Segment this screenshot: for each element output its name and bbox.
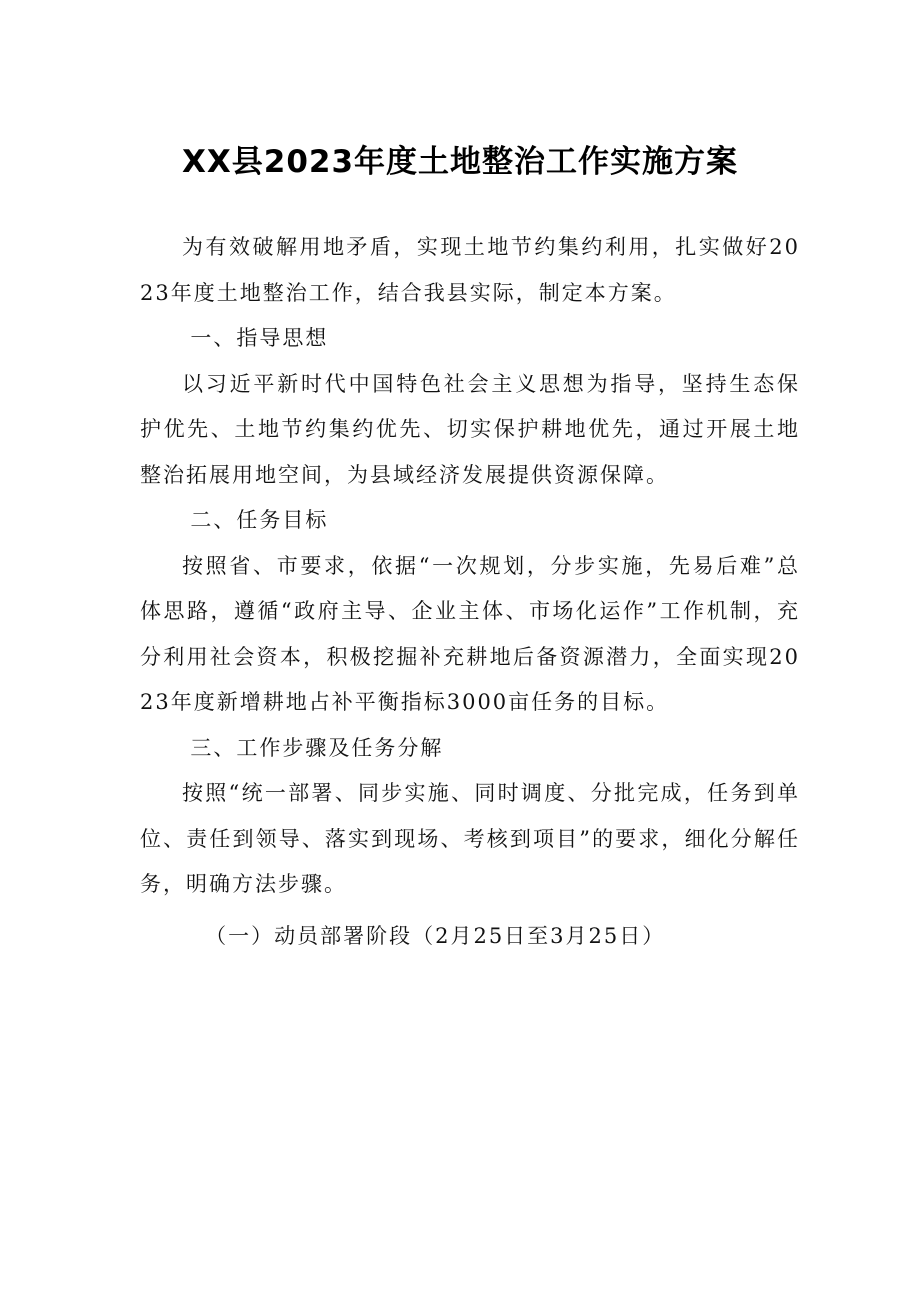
section-paragraph-work-steps: 按照“统一部署、同步实施、同时调度、分批完成，任务到单位、责任到领导、落实到现场、考核到项目”的要求，细化分解任务，明确方法步骤。: [140, 781, 800, 896]
intro-paragraph: 为有效破解用地矛盾，实现土地节约集约利用，扎实做好2023年度土地整治工作，结合我县实际，制定本方案。: [140, 235, 800, 305]
section-heading-task-goals: 二、任务目标: [190, 508, 329, 532]
subsection-heading-mobilization: （一）动员部署阶段（2月25日至3月25日）: [205, 923, 666, 948]
section-paragraph-task-goals: 按照省、市要求，依据“一次规划，分步实施，先易后难”总体思路，遵循“政府主导、企业主体、市场化运作”工作机制，充分利用社会资本，积极挖掘补充耕地后备资源潜力，全面实现2023年度新增耕地占补平衡指标3000亩任务的目标。: [140, 553, 800, 714]
document-body: [140, 225, 800, 959]
section-paragraph-guiding-ideology: 以习近平新时代中国特色社会主义思想为指导，坚持生态保护优先、土地节约集约优先、切实保护耕地优先，通过开展土地整治拓展用地空间，为县域经济发展提供资源保障。: [140, 371, 800, 487]
document-title: XX县2023年度土地整治工作实施方案: [181, 144, 739, 180]
section-heading-guiding-ideology: 一、指导思想: [190, 326, 329, 350]
section-heading-work-steps: 三、工作步骤及任务分解: [190, 735, 444, 760]
